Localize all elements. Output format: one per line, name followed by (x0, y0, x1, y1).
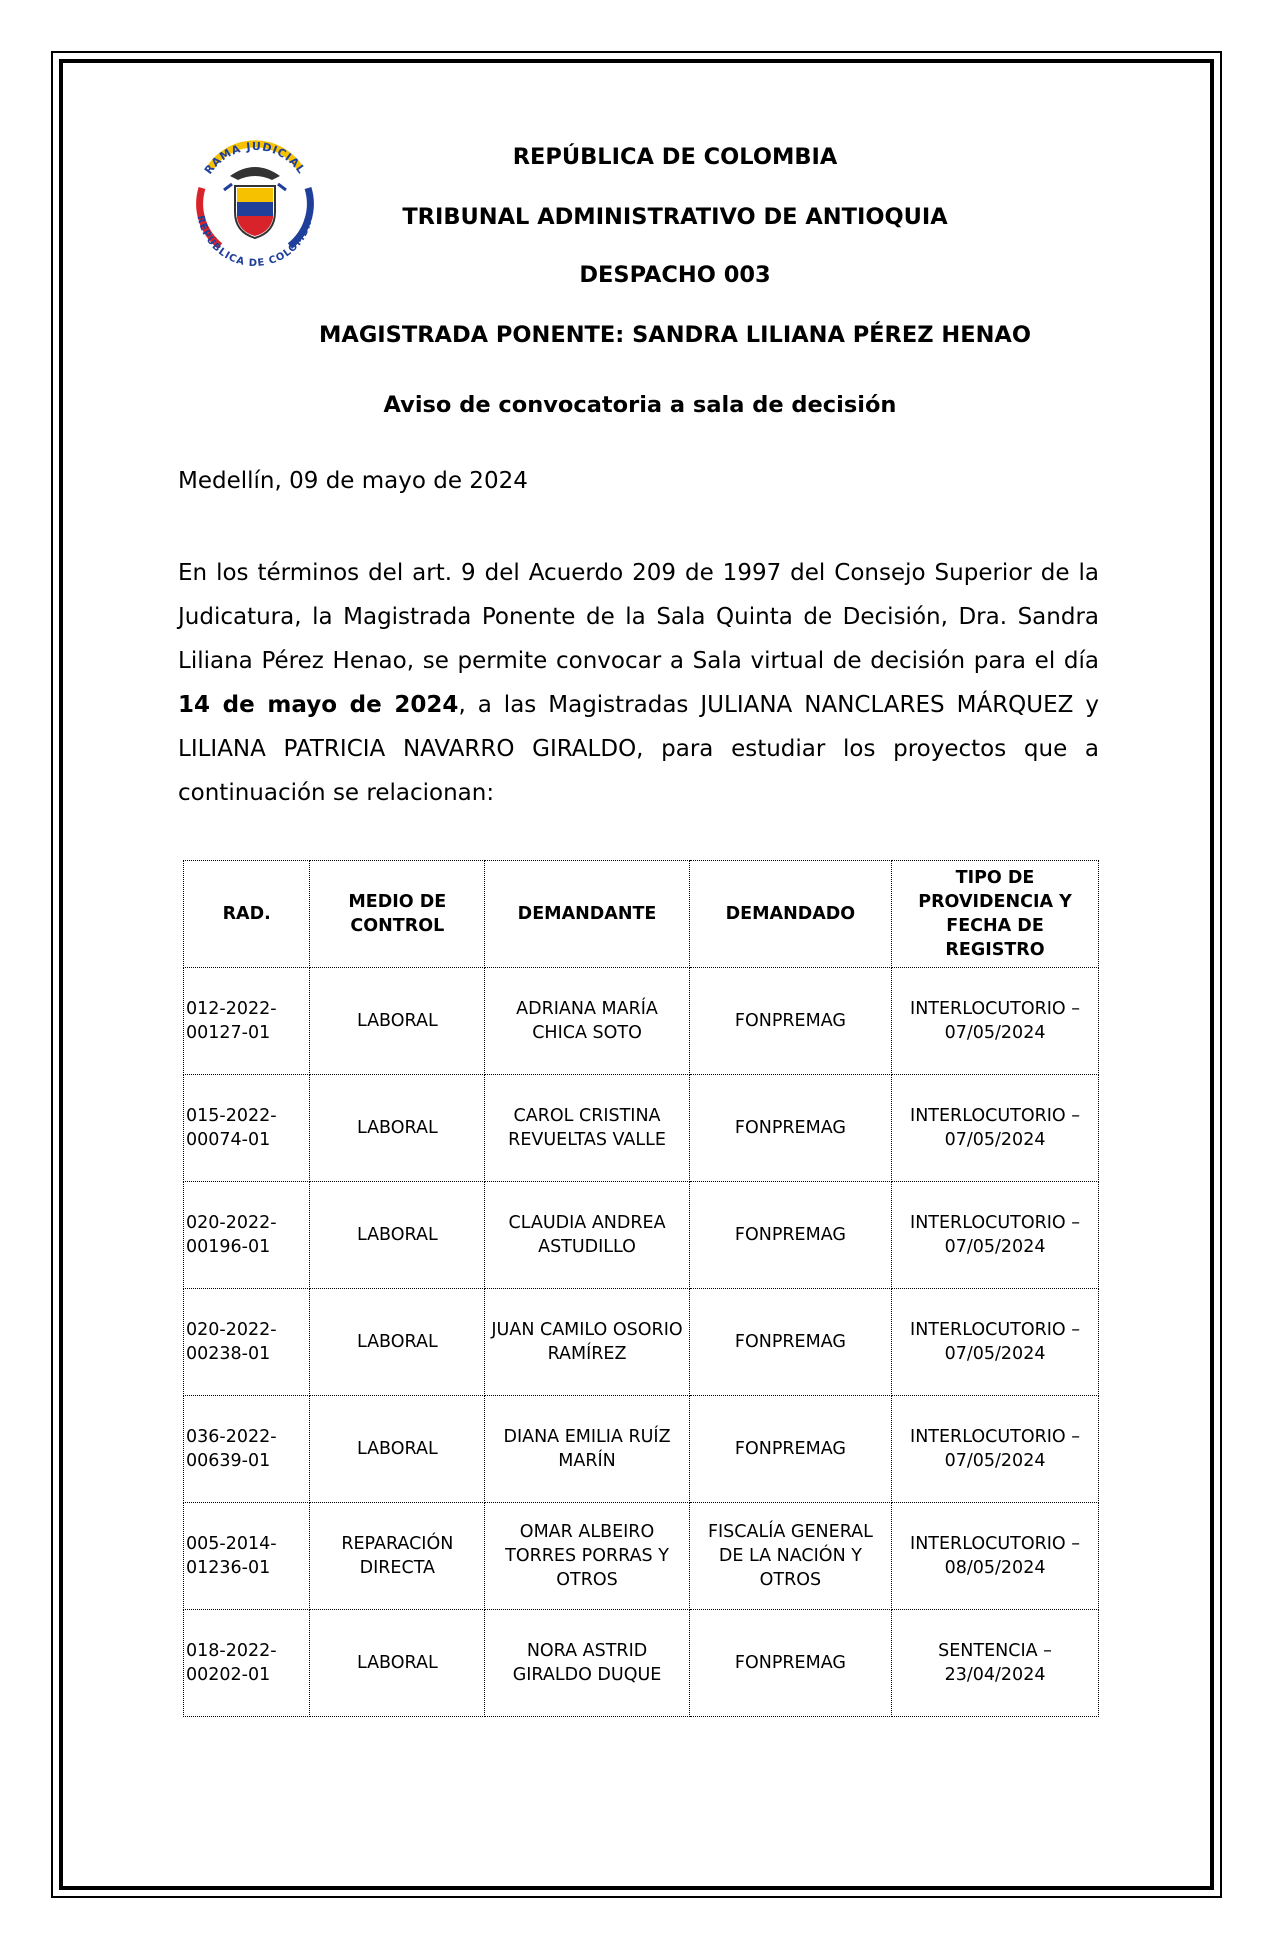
cell-demandado: FONPREMAG (689, 1289, 891, 1396)
table-row (184, 1610, 1099, 1717)
cell-demandante: DIANA EMILIA RUÍZ MARÍN (485, 1396, 689, 1503)
cell-demandado: FONPREMAG (689, 1182, 891, 1289)
cell-demandante: OMAR ALBEIRO TORRES PORRAS Y OTROS (485, 1503, 689, 1610)
header-tribunal: TRIBUNAL ADMINISTRATIVO DE ANTIOQUIA (402, 204, 948, 230)
body-text-part1: En los términos del art. 9 del Acuerdo 209 de 1997 del Consejo Superior de la Judicatura, la Magistrada Ponente de la Sala Quinta de Decisión, Dra. Sandra Liliana Pérez Henao, se permite convocar a Sala virtual de decisión para el día (178, 560, 1099, 674)
cell-medio-control: LABORAL (310, 968, 485, 1075)
cell-demandado: FONPREMAG (689, 1396, 891, 1503)
header-demandante: DEMANDANTE (485, 861, 689, 968)
cell-medio-control: REPARACIÓN DIRECTA (310, 1503, 485, 1610)
cell-tipo-providencia: INTERLOCUTORIO – 08/05/2024 (892, 1503, 1099, 1610)
cell-demandante: NORA ASTRID GIRALDO DUQUE (485, 1610, 689, 1717)
cell-tipo-providencia: INTERLOCUTORIO – 07/05/2024 (892, 1396, 1099, 1503)
projects-table (183, 860, 1099, 1717)
place-date: Medellín, 09 de mayo de 2024 (178, 468, 528, 494)
cell-demandante: CAROL CRISTINA REVUELTAS VALLE (485, 1075, 689, 1182)
cell-rad: 020-2022-00238-01 (184, 1289, 310, 1396)
cell-tipo-providencia: INTERLOCUTORIO – 07/05/2024 (892, 1075, 1099, 1182)
seal-text-bottom: REPÚBLICA DE COLOMBIA (194, 214, 316, 270)
header-country: REPÚBLICA DE COLOMBIA (512, 144, 838, 170)
seal-text-top: RAMA JUDICIAL (201, 139, 309, 177)
cell-demandado: FONPREMAG (689, 1075, 891, 1182)
cell-demandado: FONPREMAG (689, 1610, 891, 1717)
cell-tipo-providencia: INTERLOCUTORIO – 07/05/2024 (892, 968, 1099, 1075)
table-row (184, 1182, 1099, 1289)
document-subject: Aviso de convocatoria a sala de decisión (383, 392, 897, 418)
cell-demandado: FONPREMAG (689, 968, 891, 1075)
cell-rad: 018-2022-00202-01 (184, 1610, 310, 1717)
header-demandado: DEMANDADO (689, 861, 891, 968)
cell-demandante: ADRIANA MARÍA CHICA SOTO (485, 968, 689, 1075)
table-row (184, 968, 1099, 1075)
cell-tipo-providencia: INTERLOCUTORIO – 07/05/2024 (892, 1182, 1099, 1289)
cell-rad: 012-2022-00127-01 (184, 968, 310, 1075)
header-rad: RAD. (184, 861, 310, 968)
cell-rad: 020-2022-00196-01 (184, 1182, 310, 1289)
cell-medio-control: LABORAL (310, 1396, 485, 1503)
header-tipo-providencia: TIPO DE PROVIDENCIA Y FECHA DE REGISTRO (892, 861, 1099, 968)
cell-rad: 036-2022-00639-01 (184, 1396, 310, 1503)
body-text-part2: , a las Magistradas JULIANA NANCLARES MÁRQUEZ y LILIANA PATRICIA NAVARRO GIRALDO, para estudiar los proyectos que a continuación se relacionan: (178, 692, 1100, 806)
cell-tipo-providencia: INTERLOCUTORIO – 07/05/2024 (892, 1289, 1099, 1396)
body-paragraph (178, 551, 1099, 815)
cell-medio-control: LABORAL (310, 1075, 485, 1182)
table-row (184, 1289, 1099, 1396)
session-date: 14 de mayo de 2024 (178, 692, 459, 718)
header-magistrate: MAGISTRADA PONENTE: SANDRA LILIANA PÉREZ HENAO (319, 322, 1031, 348)
table-row (184, 1075, 1099, 1182)
cell-tipo-providencia: SENTENCIA – 23/04/2024 (892, 1610, 1099, 1717)
cell-medio-control: LABORAL (310, 1182, 485, 1289)
cell-demandado: FISCALÍA GENERAL DE LA NACIÓN Y OTROS (689, 1503, 891, 1610)
table-row (184, 1503, 1099, 1610)
cell-demandante: CLAUDIA ANDREA ASTUDILLO (485, 1182, 689, 1289)
table-header-row (184, 861, 1099, 968)
cell-rad: 005-2014-01236-01 (184, 1503, 310, 1610)
cell-medio-control: LABORAL (310, 1610, 485, 1717)
cell-medio-control: LABORAL (310, 1289, 485, 1396)
cell-demandante: JUAN CAMILO OSORIO RAMÍREZ (485, 1289, 689, 1396)
header-medio-control: MEDIO DE CONTROL (310, 861, 485, 968)
header-office: DESPACHO 003 (579, 262, 771, 288)
table-row (184, 1396, 1099, 1503)
cell-rad: 015-2022-00074-01 (184, 1075, 310, 1182)
